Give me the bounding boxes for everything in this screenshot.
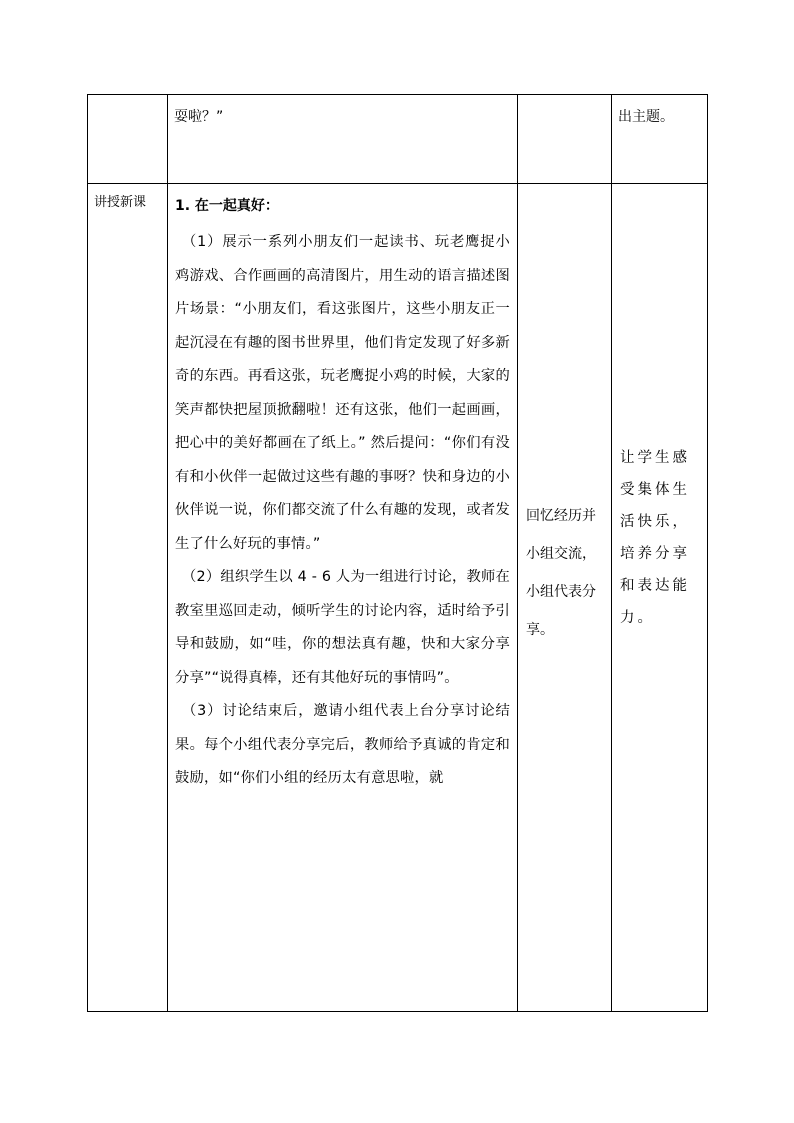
table-row bbox=[88, 95, 708, 184]
table-row bbox=[88, 184, 708, 1012]
design-intent-text: 出主题。 bbox=[618, 109, 674, 125]
content-paragraph: （1）展示一系列小朋友们一起读书、玩老鹰捉小鸡游戏、合作画画的高清图片，用生动的语言描述图片场景：“小朋友们，看这张图片，这些小朋友正一起沉浸在有趣的图书世界里，他们肯定发现了好多新奇的东西。再看这张，玩老鹰捉小鸡的时候，大家的笑声都快把屋顶掀翻啦！还有这张，他们一起画画，把心中的美好都画在了纸上。” 然后提问：“你们有没有和小伙伴一起做过这些有趣的事呀？快和身边的小伙伴说一说，你们都交流了什么有趣的发现，或者发生了什么好玩的事情。” bbox=[175, 234, 510, 552]
content-paragraph: （2）组织学生以 4 - 6 人为一组进行讨论，教师在教室里巡回走动，倾听学生的讨论内容，适时给予引导和鼓励，如“哇，你的想法真有趣，快和大家分享分享”“说得真棒，还有其他好玩的事情吗”。 bbox=[175, 569, 510, 686]
section-heading: 1. 在一起真好： bbox=[175, 198, 279, 214]
design-intent-cell bbox=[612, 184, 708, 1012]
content-cell bbox=[168, 95, 518, 184]
student-activity-cell bbox=[518, 95, 612, 184]
stage-label: 讲授新课 bbox=[94, 195, 147, 210]
design-intent-text: 让学生感受集体生活快乐，培养分享和表达能力。 bbox=[620, 449, 690, 626]
stage-label bbox=[88, 95, 167, 104]
student-activity-text: 回忆经历并小组交流，小组代表分享。 bbox=[526, 507, 596, 638]
stage-cell bbox=[88, 184, 168, 1012]
content-cell bbox=[168, 184, 518, 1012]
design-intent-cell bbox=[612, 95, 708, 184]
content-paragraph: （3）讨论结束后，邀请小组代表上台分享讨论结果。每个小组代表分享完后，教师给予真诚的肯定和鼓励，如“你们小组的经历太有意思啦，就 bbox=[175, 703, 510, 786]
stage-cell bbox=[88, 95, 168, 184]
student-activity-cell bbox=[518, 184, 612, 1012]
teaching-content bbox=[168, 184, 517, 796]
lesson-plan-table bbox=[87, 94, 708, 1012]
content-text: 耍啦？” bbox=[174, 109, 224, 125]
